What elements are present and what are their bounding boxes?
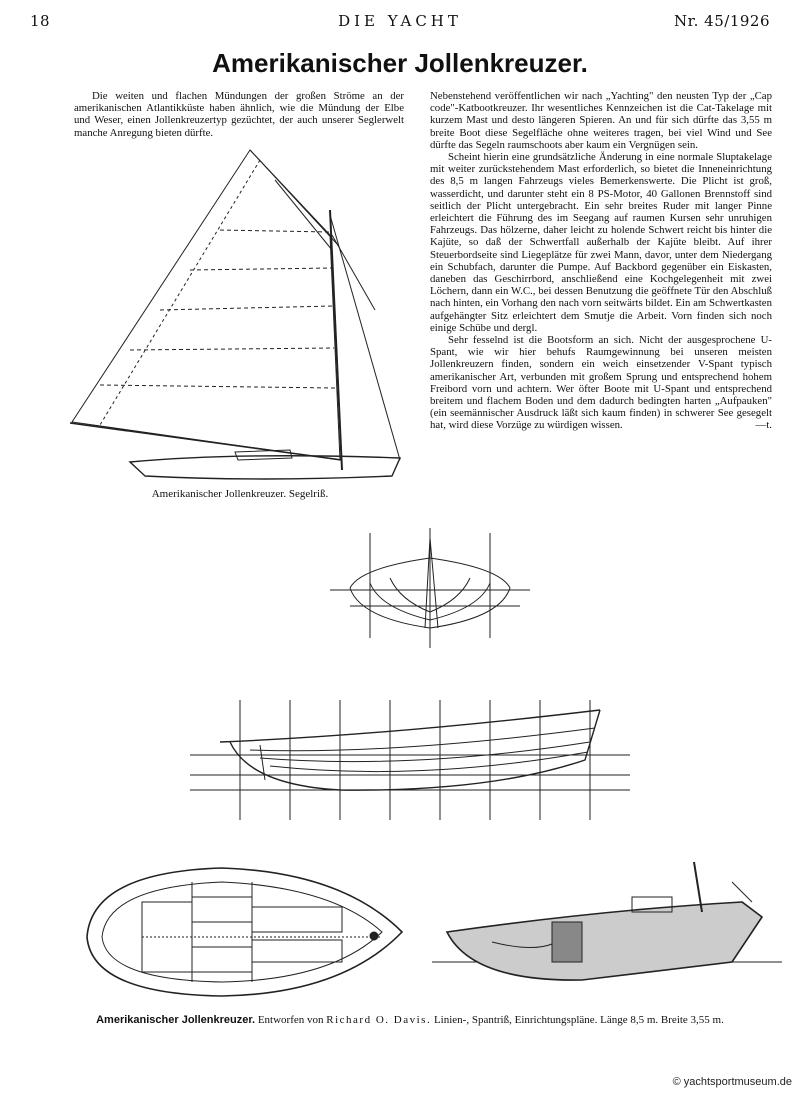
boom [70, 423, 342, 460]
accommodation-plan-drawing [82, 862, 412, 1002]
mainsail [72, 150, 340, 460]
plans-caption-details: Linien-, Spantriß, Einrichtungspläne. Länge 8,5 m. Breite 3,55 m. [433, 1014, 724, 1026]
lines-plan-drawing [190, 700, 630, 820]
keel-line [230, 710, 600, 790]
journal-name: DIE YACHT [338, 12, 462, 30]
author-signature: —t. [755, 419, 772, 432]
issue-number: Nr. 45/1926 [674, 12, 770, 30]
article-title: Amerikanischer Jollenkreuzer. [212, 48, 588, 78]
inboard-profile-drawing [432, 862, 782, 1002]
watermark: © yachtsportmuseum.de [672, 1076, 792, 1088]
intro-paragraph [74, 90, 404, 139]
hull-section [447, 902, 762, 980]
deck-outline [87, 868, 402, 996]
body-paragraph-2: Scheint hierin eine grundsätzliche Änderung in eine normale Sluptakelage mit weiter zurückstehendem Mast erforderlich, so bietet die Inneneinrichtung des 8,5 m langen Fahrzeugs vieles Bemerkenswerte. Die Plicht ist groß, wasserdicht, und darunter steht ein 8 PS-Motor, 40 Gallonen Brennstoff sind seitlich der Plicht untergebracht. Ein sehr breites Ruder mit langer Pinne erleichtert die Führung des im Seegang auf raumen Kursen sehr unruhigen Fahrzeugs. Das hölzerne, daher leicht zu holende Schwert reicht bis hinter die Kajüte, so daß der Schwertfall außerhalb der Kajüte bleibt. Auf ihrer Steuerbordseite sind Liegeplätze für zwei Mann, davor, unter dem Niedergang ein Schubfach, darunter die Pumpe. Auf Backbord gegenüber ein Eiskasten, daneben das Geschirrbord, anschließend eine Kochgelegenheit mit zwei Löchern, dann ein W.C., bei dessen Benutzung die geöffnete Tür den Abschluß nach hinten, ein Vorhang den nach vorn seitwärts bildet. Ein am Schwertkasten aufgehängter Sitz erleichtert dem Smutje die Arbeit. Vorn finden sich noch einige Schübe und dergl. [430, 151, 772, 334]
sail-plan-drawing [60, 140, 420, 485]
intro-text: Die weiten und flachen Mündungen der großen Ströme an der amerikanischen Atlantikküste haben ähnlich, wie die Mündung der Elbe und Weser, einen Jollenkreuzertyp gezüchtet, der auch unserer Seglerwelt manche Anregung bieten dürfte. [74, 90, 404, 139]
body-column [430, 90, 772, 432]
sail-plan-caption: Amerikanischer Jollenkreuzer. Segelriß. [151, 488, 329, 500]
page-number: 18 [30, 12, 51, 30]
sheer-line [220, 710, 600, 742]
body-paragraph-3-text: Sehr fesselnd ist die Bootsform an sich. Nicht der ausgesprochene U-Spant, wie wir hier behufs Raumgewinnung bei unseren meisten Jollenkreuzern finden, sondern ein weich einsetzender V-Spant typisch amerikanischer Art, verbunden mit großem Sprung und entsprechend hohem Freibord vorn und achtern. Wer öfter Boote mit U-Spant und entsprechend breitem und flachem Boden und dem dadurch bedingten harten „Aufpauken" (ein seemännischer Ausdruck läßt sich kaum finden) in schwerer See gesegelt hat, wird diese Vorzüge zu würdigen wissen. [430, 334, 772, 432]
plans-caption-title: Amerikanischer Jollenkreuzer. [96, 1014, 256, 1026]
plans-caption-designer: Richard O. Davis. [326, 1014, 432, 1026]
body-plan-drawing [330, 528, 530, 648]
plans-caption [60, 1014, 760, 1027]
plans-caption-prefix: Entworfen von [257, 1014, 324, 1026]
body-paragraph-3 [430, 334, 772, 432]
body-paragraph-1: Nebenstehend veröffentlichen wir nach „Yachting" den neusten Typ der „Cap code"-Katbootkreuzer. Ihr wesentliches Kennzeichen ist die Cat-Takelage mit kurzem Mast und desto längeren Spieren. An und für sich dürfte das 3,55 m breite Boot diese Segelfläche ohne weiteres tragen, bei viel Wind und See dürfte das Segeln raumschoots aber kaum ein Vergnügen sein. [430, 90, 772, 151]
